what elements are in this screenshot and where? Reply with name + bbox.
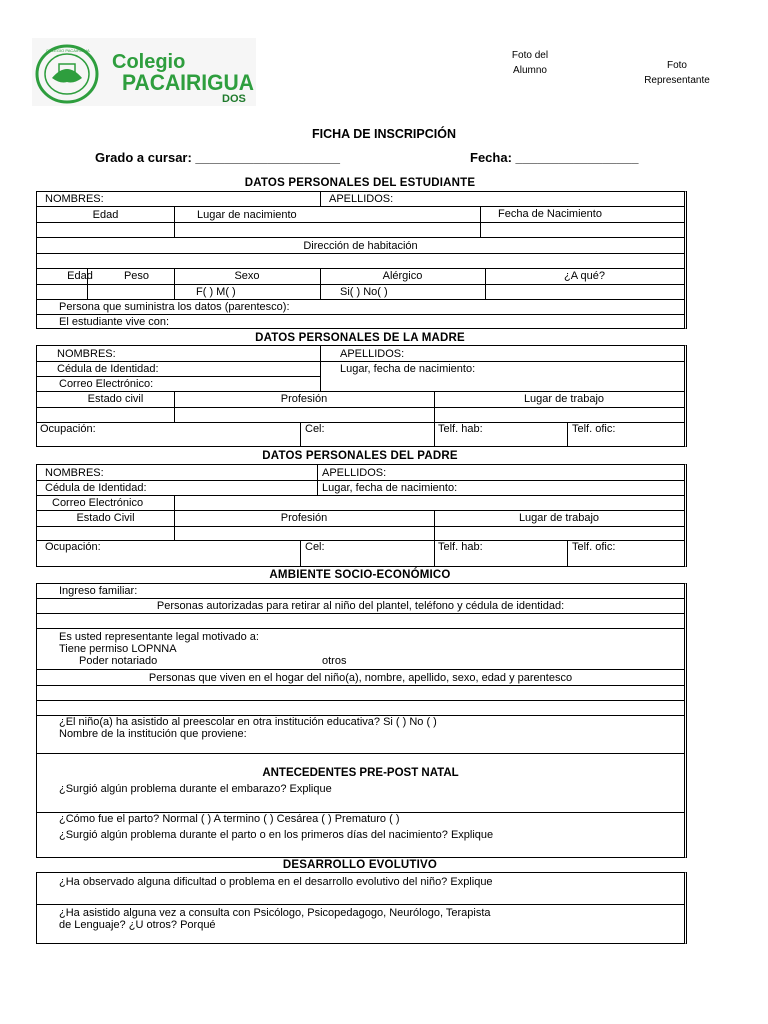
father-apellidos-label: APELLIDOS: bbox=[322, 467, 387, 479]
student-suministra-label: Persona que suministra los datos (parentesco): bbox=[59, 301, 290, 313]
father-cel-label: Cel: bbox=[305, 541, 325, 553]
mother-nombres-label: NOMBRES: bbox=[57, 348, 116, 360]
mother-telf-hab-label: Telf. hab: bbox=[438, 423, 483, 435]
student-edad-label: Edad bbox=[92, 209, 119, 221]
father-section-title: DATOS PERSONALES DEL PADRE bbox=[262, 450, 458, 462]
mother-ocupacion-label: Ocupación: bbox=[40, 423, 96, 435]
photo-rep-line2: Representante bbox=[644, 75, 710, 86]
student-apellidos-label: APELLIDOS: bbox=[329, 193, 394, 205]
school-logo bbox=[32, 38, 256, 106]
desarrollo-consulta-line2: de Lenguaje? ¿U otros? Porqué bbox=[59, 919, 216, 931]
father-correo-label: Correo Electrónico bbox=[52, 497, 144, 509]
socio-institucion-label: Nombre de la institución que proviene: bbox=[59, 728, 247, 740]
student-sexo-options[interactable]: F( ) M( ) bbox=[196, 286, 236, 298]
mother-section-title: DATOS PERSONALES DE LA MADRE bbox=[255, 332, 465, 344]
mother-estado-civil-label: Estado civil bbox=[87, 393, 144, 405]
student-vive-con-label: El estudiante vive con: bbox=[59, 316, 170, 328]
socio-otros-label: otros bbox=[322, 655, 347, 667]
photo-student-label bbox=[500, 48, 560, 78]
logo-seal-text: COLEGIO PACAIRIGUA bbox=[46, 48, 90, 53]
student-section-title: DATOS PERSONALES DEL ESTUDIANTE bbox=[244, 177, 476, 189]
mother-lugar-trabajo-label: Lugar de trabajo bbox=[523, 393, 605, 405]
grade-field[interactable]: Grado a cursar: ____________________ bbox=[95, 150, 341, 165]
photo-student-line1: Foto del bbox=[511, 50, 549, 61]
logo-line3: DOS bbox=[222, 93, 246, 105]
mother-cel-label: Cel: bbox=[305, 423, 325, 435]
logo-line1: Colegio bbox=[112, 51, 186, 73]
socio-poder-label: Poder notariado bbox=[79, 655, 158, 667]
mother-cedula-label: Cédula de Identidad: bbox=[57, 363, 159, 375]
socio-preescolar-label[interactable]: ¿El niño(a) ha asistido al preescolar en otra institución educativa? Si ( ) No ( ) bbox=[59, 716, 437, 728]
student-aque-label: ¿A qué? bbox=[564, 270, 605, 282]
socio-autorizadas-label: Personas autorizadas para retirar al niño del plantel, teléfono y cédula de identidad: bbox=[156, 600, 565, 612]
mother-profesion-label: Profesión bbox=[280, 393, 328, 405]
socio-viven-label: Personas que viven en el hogar del niño(a), nombre, apellido, sexo, edad y parentesco bbox=[148, 672, 573, 684]
photo-student-line2: Alumno bbox=[513, 65, 547, 76]
mother-table bbox=[36, 345, 687, 447]
father-telf-ofic-label: Telf. ofic: bbox=[572, 541, 616, 553]
desarrollo-dificultad-label: ¿Ha observado alguna dificultad o problema en el desarrollo evolutivo del niño? Explique bbox=[59, 876, 493, 888]
natal-section-title: ANTECEDENTES PRE-POST NATAL bbox=[262, 767, 459, 779]
socio-representante-label: Es usted representante legal motivado a: bbox=[59, 631, 259, 643]
father-estado-civil-label: Estado Civil bbox=[76, 512, 135, 524]
father-telf-hab-label: Telf. hab: bbox=[438, 541, 483, 553]
student-alergico-label: Alérgico bbox=[382, 270, 423, 282]
student-table bbox=[36, 191, 687, 329]
father-lugar-trabajo-label: Lugar de trabajo bbox=[518, 512, 600, 524]
socio-ingreso-label: Ingreso familiar: bbox=[59, 585, 138, 597]
mother-correo-label: Correo Electrónico: bbox=[59, 378, 154, 390]
student-peso-label: Peso bbox=[123, 270, 150, 282]
father-nombres-label: NOMBRES: bbox=[45, 467, 104, 479]
student-fecha-nac-label: Fecha de Nacimiento bbox=[498, 208, 602, 220]
student-sexo-label: Sexo bbox=[234, 270, 260, 282]
father-ocupacion-label: Ocupación: bbox=[45, 541, 101, 553]
father-table bbox=[36, 464, 687, 567]
desarrollo-table bbox=[36, 872, 687, 944]
desarrollo-consulta-line1: ¿Ha asistido alguna vez a consulta con Psicólogo, Psicopedagogo, Neurólogo, Terapista bbox=[59, 907, 491, 919]
form-title: FICHA DE INSCRIPCIÓN bbox=[312, 127, 456, 141]
student-direccion-label: Dirección de habitación bbox=[303, 240, 418, 252]
mother-telf-ofic-label: Telf. ofic: bbox=[572, 423, 616, 435]
socio-lopnna-label: Tiene permiso LOPNNA bbox=[59, 643, 177, 655]
logo-line2: PACAIRIGUA bbox=[122, 70, 255, 95]
socio-section-title: AMBIENTE SOCIO-ECONÓMICO bbox=[269, 569, 451, 581]
socio-natal-table bbox=[36, 583, 687, 858]
natal-problema-parto-label: ¿Surgió algún problema durante el parto o en los primeros días del nacimiento? Explique bbox=[59, 829, 494, 841]
father-profesion-label: Profesión bbox=[280, 512, 328, 524]
student-alergico-options[interactable]: Si( ) No( ) bbox=[340, 286, 388, 298]
student-nombres-label: NOMBRES: bbox=[45, 193, 104, 205]
mother-apellidos-label: APELLIDOS: bbox=[340, 348, 405, 360]
photo-rep-line1: Foto bbox=[666, 60, 687, 71]
student-lugar-nac-label: Lugar de nacimiento bbox=[197, 209, 297, 221]
father-lugar-fecha-label: Lugar, fecha de nacimiento: bbox=[322, 482, 458, 494]
mother-lugar-fecha-label: Lugar, fecha de nacimiento: bbox=[340, 363, 476, 375]
photo-rep-label bbox=[636, 58, 718, 88]
natal-parto-options[interactable]: ¿Cómo fue el parto? Normal ( ) A termino ( ) Cesárea ( ) Prematuro ( ) bbox=[59, 813, 400, 825]
father-cedula-label: Cédula de Identidad: bbox=[45, 482, 147, 494]
student-edad2-label: Edad bbox=[67, 270, 93, 282]
natal-embarazo-label: ¿Surgió algún problema durante el embarazo? Explique bbox=[59, 783, 332, 795]
date-field[interactable]: Fecha: _________________ bbox=[470, 150, 639, 165]
desarrollo-section-title: DESARROLLO EVOLUTIVO bbox=[282, 859, 438, 871]
